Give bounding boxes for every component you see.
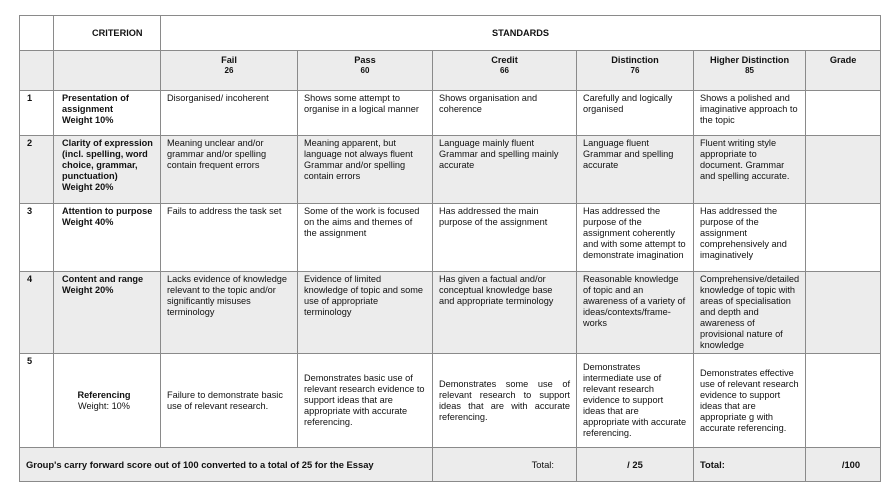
footer-row (20, 448, 881, 482)
cell-pass: Some of the work is focused on the aims and themes of the assignment (298, 204, 433, 272)
cell-distinction: Language fluent Grammar and spelling accurate (577, 136, 694, 204)
table-row (20, 136, 881, 204)
level-fail: Fail 26 (161, 51, 298, 91)
cell-fail: Failure to demonstrate basic use of relevant research. (161, 354, 298, 448)
corner-cell (20, 16, 54, 51)
cell-higher-distinction: Has addressed the purpose of the assignment comprehensively and imaginatively (694, 204, 806, 272)
standards-header: STANDARDS (161, 16, 881, 51)
footer-text: Group's carry forward score out of 100 converted to a total of 25 for the Essay (20, 448, 433, 482)
grade-header: Grade (806, 51, 881, 91)
cell-credit: Shows organisation and coherence (433, 91, 577, 136)
cell-grade[interactable] (806, 354, 881, 448)
header-row (20, 16, 881, 51)
cell-higher-distinction: Demonstrates effective use of relevant research evidence to support ideas that are appropriate g with accurate referencing. (694, 354, 806, 448)
row-number: 5 (20, 354, 54, 448)
cell-credit: Language mainly fluent Grammar and spelling mainly accurate (433, 136, 577, 204)
row-number: 2 (20, 136, 54, 204)
cell-grade[interactable] (806, 272, 881, 354)
cell-distinction: Reasonable knowledge of topic and an awareness of a variety of ideas/contexts/frame-works (577, 272, 694, 354)
row-number: 3 (20, 204, 54, 272)
row-number: 4 (20, 272, 54, 354)
rubric-table (19, 15, 881, 482)
footer-total-label: Total: (433, 448, 577, 482)
cell-fail: Lacks evidence of knowledge relevant to the topic and/or significantly misuses terminology (161, 272, 298, 354)
cell-fail: Meaning unclear and/or grammar and/or spelling contain frequent errors (161, 136, 298, 204)
rubric (19, 15, 881, 482)
cell-grade[interactable] (806, 136, 881, 204)
levels-criterion-blank (54, 51, 161, 91)
footer-total2-value: /100 (806, 448, 881, 482)
cell-pass: Shows some attempt to organise in a logical manner (298, 91, 433, 136)
cell-pass: Evidence of limited knowledge of topic and some use of appropriate terminology (298, 272, 433, 354)
cell-fail: Fails to address the task set (161, 204, 298, 272)
cell-higher-distinction: Fluent writing style appropriate to document. Grammar and spelling accurate. (694, 136, 806, 204)
cell-credit: Has given a factual and/or conceptual knowledge base and appropriate terminology (433, 272, 577, 354)
cell-pass: Demonstrates basic use of relevant research evidence to support ideas that are appropriate with accurate referencing. (298, 354, 433, 448)
row-criterion: Referencing Weight: 10% (54, 354, 161, 448)
footer-total2-label: Total: (694, 448, 806, 482)
cell-credit: Has addressed the main purpose of the assignment (433, 204, 577, 272)
row-criterion: Clarity of expression (incl. spelling, word choice, grammar, punctuation) Weight 20% (54, 136, 161, 204)
table-row (20, 91, 881, 136)
level-distinction: Distinction 76 (577, 51, 694, 91)
cell-higher-distinction: Shows a polished and imaginative approach to the topic (694, 91, 806, 136)
criterion-header: CRITERION (54, 16, 161, 51)
row-criterion: Attention to purpose Weight 40% (54, 204, 161, 272)
cell-fail: Disorganised/ incoherent (161, 91, 298, 136)
cell-distinction: Demonstrates intermediate use of relevant research evidence to support ideas that are appropriate with accurate referencing. (577, 354, 694, 448)
row-number: 1 (20, 91, 54, 136)
footer-total-value: / 25 (577, 448, 694, 482)
row-criterion: Content and range Weight 20% (54, 272, 161, 354)
levels-row (20, 51, 881, 91)
cell-distinction: Has addressed the purpose of the assignment coherently and with some attempt to demonstrate imagination (577, 204, 694, 272)
levels-corner (20, 51, 54, 91)
level-pass: Pass 60 (298, 51, 433, 91)
cell-grade[interactable] (806, 91, 881, 136)
level-higher-distinction: Higher Distinction 85 (694, 51, 806, 91)
row-criterion: Presentation of assignment Weight 10% (54, 91, 161, 136)
table-row (20, 354, 881, 448)
cell-pass: Meaning apparent, but language not always fluent Grammar and/or spelling contain errors (298, 136, 433, 204)
level-credit: Credit 66 (433, 51, 577, 91)
cell-grade[interactable] (806, 204, 881, 272)
table-row (20, 272, 881, 354)
table-row (20, 204, 881, 272)
cell-credit: Demonstrates some use of relevant research to support ideas that are with accurate referencing. (433, 354, 577, 448)
cell-distinction: Carefully and logically organised (577, 91, 694, 136)
cell-higher-distinction: Comprehensive/detailed knowledge of topic with areas of specialisation and depth and awareness of provisional nature of knowledge (694, 272, 806, 354)
